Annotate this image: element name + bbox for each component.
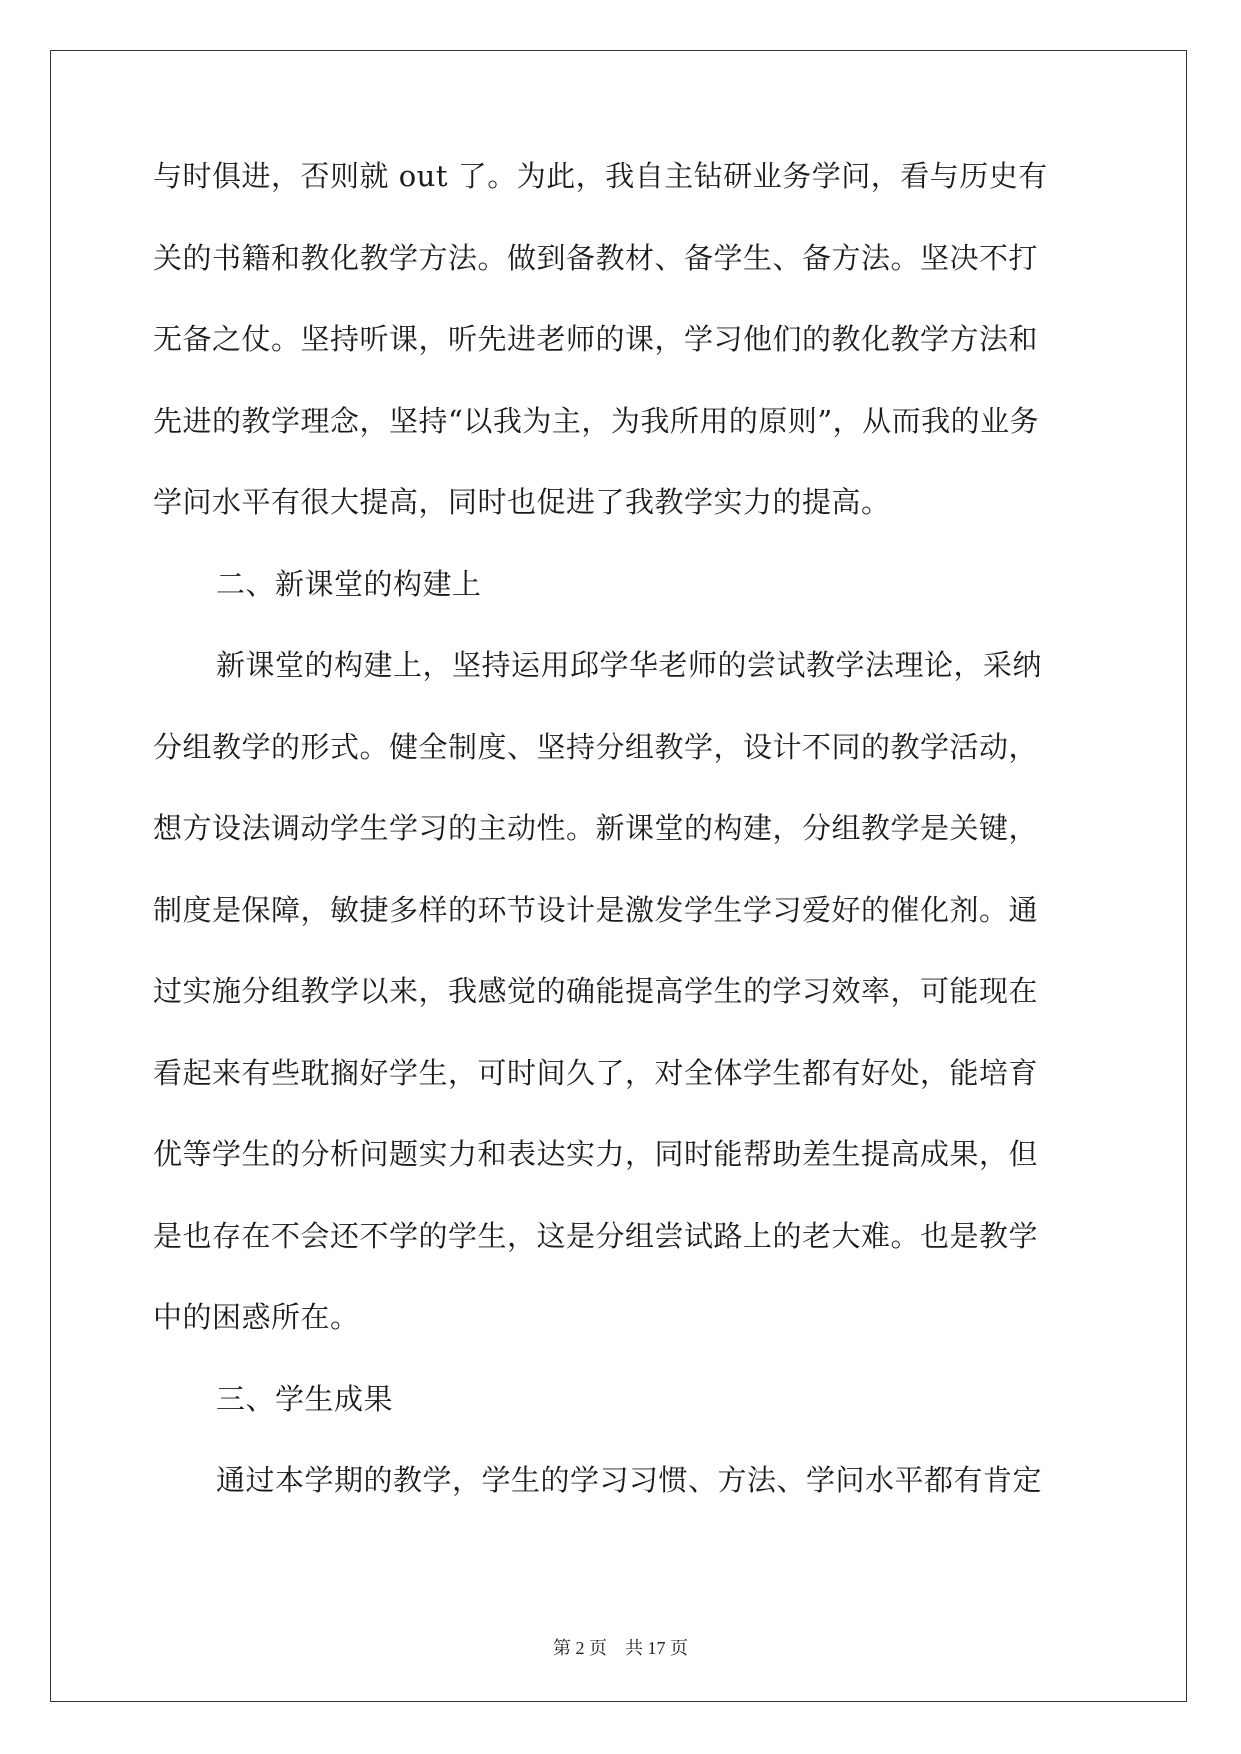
body-text-line: 想方设法调动学生学习的主动性。新课堂的构建，分组教学是关键， xyxy=(153,811,1039,845)
body-text-line: 无备之仗。坚持听课，听先进老师的课，学习他们的教化教学方法和 xyxy=(153,322,1039,356)
body-text-line: 通过本学期的教学，学生的学习习惯、方法、学问水平都有肯定 xyxy=(216,1463,1043,1497)
body-text-line: 中的困惑所在。 xyxy=(153,1300,360,1334)
body-text-line: 过实施分组教学以来，我感觉的确能提高学生的学习效率，可能现在 xyxy=(153,974,1039,1008)
body-text-line: 优等学生的分析问题实力和表达实力，同时能帮助差生提高成果，但 xyxy=(153,1137,1039,1171)
section-heading: 三、学生成果 xyxy=(216,1381,394,1416)
section-heading: 二、新课堂的构建上 xyxy=(216,566,482,601)
body-text-line: 新课堂的构建上，坚持运用邱学华老师的尝试教学法理论，采纳 xyxy=(216,648,1043,682)
page-number-footer: 第 2 页 共 17 页 xyxy=(553,1638,688,1658)
body-text-line: 看起来有些耽搁好学生，可时间久了，对全体学生都有好处，能培育 xyxy=(153,1055,1039,1090)
body-text-line: 学问水平有很大提高，同时也促进了我教学实力的提高。 xyxy=(153,485,891,519)
body-text-line: 分组教学的形式。健全制度、坚持分组教学，设计不同的教学活动， xyxy=(153,729,1039,764)
document-body xyxy=(153,158,1093,1544)
body-text-line: 先进的教学理念，坚持“以我为主，为我所用的原则”，从而我的业务 xyxy=(153,403,1040,438)
body-text-line: 制度是保障，敏捷多样的环节设计是激发学生学习爱好的催化剂。通 xyxy=(153,892,1039,927)
body-text-line: 是也存在不会还不学的学生，这是分组尝试路上的老大难。也是教学 xyxy=(153,1218,1039,1253)
body-text-line: 关的书籍和教化教学方法。做到备教材、备学生、备方法。坚决不打 xyxy=(153,240,1039,275)
body-text-line: 与时俱进，否则就 out 了。为此，我自主钻研业务学问，看与历史有 xyxy=(153,159,1048,193)
